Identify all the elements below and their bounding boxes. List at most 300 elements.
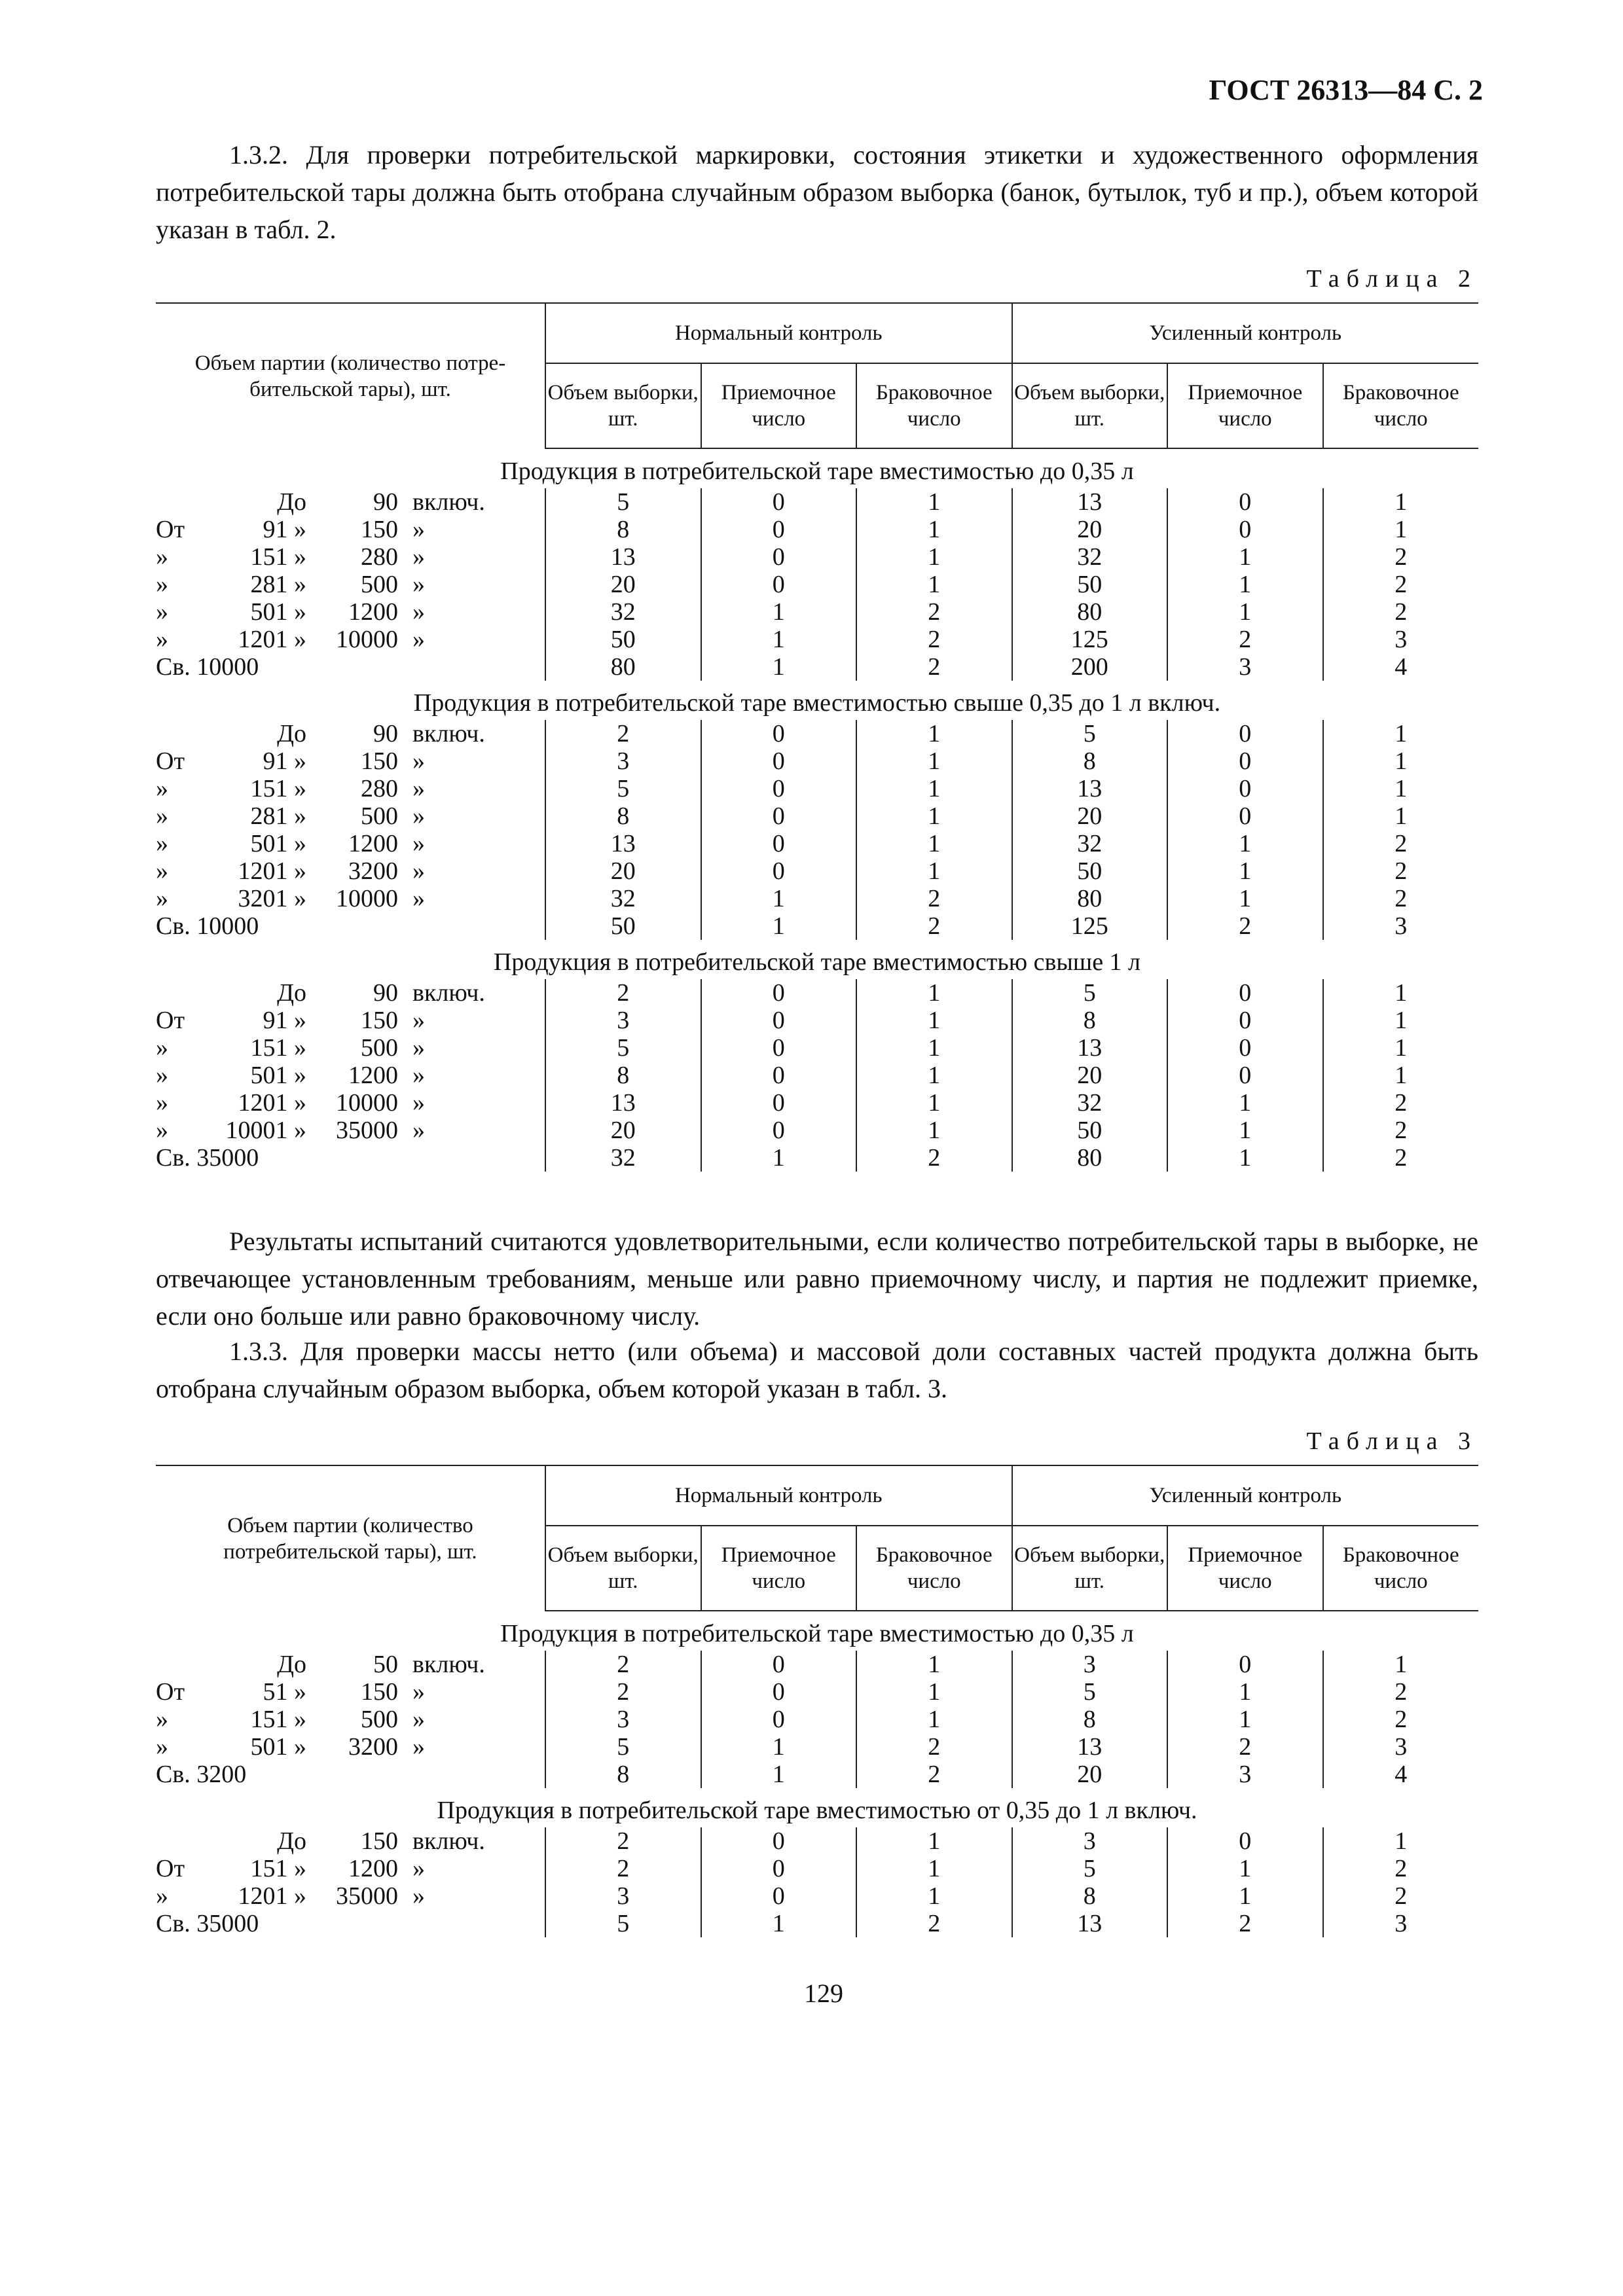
table-row [156, 653, 1478, 681]
party-range-cell [156, 543, 545, 571]
strict-accept-cell: 1 [1167, 1706, 1323, 1733]
normal-accept-cell: 0 [701, 857, 857, 885]
section-title-row [156, 448, 1478, 488]
range-to: 50 [373, 1651, 398, 1678]
range-prefix: От [156, 1678, 185, 1706]
range-from: До [277, 1651, 306, 1678]
header-sample-size: Объем выборки, шт. [1012, 1526, 1168, 1611]
normal-accept-cell: 1 [701, 1761, 857, 1788]
range-prefix: » [156, 1117, 168, 1144]
range-from: 151 » [250, 543, 306, 571]
strict-accept-cell: 2 [1167, 1910, 1323, 1937]
strict-sample-cell: 80 [1012, 598, 1168, 626]
range-to: 1200 [348, 1062, 398, 1089]
strict-sample-cell: 125 [1012, 912, 1168, 940]
strict-reject-cell: 1 [1323, 802, 1479, 830]
header-sample-size: Объем выборки, шт. [545, 1526, 701, 1611]
normal-sample-cell: 5 [545, 1733, 701, 1761]
normal-sample-cell: 2 [545, 1855, 701, 1882]
range-from: 10001 » [225, 1117, 306, 1144]
normal-sample-cell: 20 [545, 571, 701, 598]
strict-sample-cell: 3 [1012, 1651, 1168, 1678]
party-range-cell [156, 1761, 545, 1788]
strict-accept-cell: 1 [1167, 1855, 1323, 1882]
range-from: 1201 » [238, 626, 306, 653]
range-from: 501 » [250, 1062, 306, 1089]
header-party-volume: Объем партии (количество потре-бительской тары), шт. [156, 303, 545, 448]
party-range-cell [156, 1678, 545, 1706]
party-range-cell [156, 802, 545, 830]
header-accept-number: Приемочное число [1167, 363, 1323, 448]
table-row [156, 1706, 1478, 1733]
table-row [156, 1034, 1478, 1062]
strict-sample-cell: 13 [1012, 1733, 1168, 1761]
normal-sample-cell: 5 [545, 1910, 701, 1937]
range-to: 1200 [348, 598, 398, 626]
strict-sample-cell: 32 [1012, 543, 1168, 571]
normal-reject-cell: 2 [856, 1910, 1012, 1937]
range-to: 10000 [336, 885, 398, 912]
strict-accept-cell: 3 [1167, 653, 1323, 681]
normal-sample-cell: 2 [545, 1678, 701, 1706]
strict-sample-cell: 13 [1012, 775, 1168, 802]
range-prefix: » [156, 1733, 168, 1761]
strict-accept-cell: 0 [1167, 720, 1323, 747]
header-sample-size: Объем выборки, шт. [1012, 363, 1168, 448]
normal-reject-cell: 1 [856, 775, 1012, 802]
range-to: 500 [361, 1706, 398, 1733]
normal-reject-cell: 1 [856, 802, 1012, 830]
strict-accept-cell: 1 [1167, 1089, 1323, 1117]
range-suffix: » [412, 775, 425, 802]
strict-sample-cell: 13 [1012, 488, 1168, 516]
strict-sample-cell: 13 [1012, 1034, 1168, 1062]
range-to: 1200 [348, 830, 398, 857]
normal-accept-cell: 0 [701, 1007, 857, 1034]
normal-sample-cell: 32 [545, 1144, 701, 1172]
normal-accept-cell: 1 [701, 912, 857, 940]
range-from: 51 » [263, 1678, 306, 1706]
range-prefix: » [156, 1089, 168, 1117]
range-from: 151 » [250, 775, 306, 802]
range-from: 151 » [250, 1855, 306, 1882]
normal-reject-cell: 1 [856, 1034, 1012, 1062]
party-range-cell [156, 979, 545, 1007]
party-range-cell [156, 1651, 545, 1678]
range-prefix [156, 720, 202, 747]
range-to: 3200 [348, 857, 398, 885]
section-title: Продукция в потребительской таре вместимостью до 0,35 л [500, 1620, 1134, 1647]
strict-accept-cell: 1 [1167, 1882, 1323, 1910]
table-row [156, 1062, 1478, 1089]
normal-sample-cell: 2 [545, 1827, 701, 1855]
party-range-cell [156, 775, 545, 802]
strict-reject-cell: 3 [1323, 1910, 1479, 1937]
range-prefix [156, 1827, 202, 1855]
normal-reject-cell: 1 [856, 571, 1012, 598]
range-to: 150 [361, 1678, 398, 1706]
party-range-cell [156, 1706, 545, 1733]
strict-sample-cell: 32 [1012, 830, 1168, 857]
table-row [156, 912, 1478, 940]
range-suffix: включ. [412, 1651, 485, 1678]
header-sample-size: Объем выборки, шт. [545, 363, 701, 448]
strict-sample-cell: 20 [1012, 1761, 1168, 1788]
header-reject-number: Браковочное число [856, 1526, 1012, 1611]
strict-reject-cell: 2 [1323, 571, 1479, 598]
strict-accept-cell: 0 [1167, 775, 1323, 802]
header-accept-number: Приемочное число [701, 1526, 857, 1611]
strict-reject-cell: 1 [1323, 1827, 1479, 1855]
range-prefix: » [156, 598, 168, 626]
range-suffix: » [412, 1733, 425, 1761]
strict-sample-cell: 5 [1012, 1678, 1168, 1706]
table-row [156, 857, 1478, 885]
range-prefix [156, 979, 202, 1007]
strict-reject-cell: 2 [1323, 1089, 1479, 1117]
header-accept-number: Приемочное число [1167, 1526, 1323, 1611]
section-title: Продукция в потребительской таре вместимостью свыше 0,35 до 1 л включ. [413, 689, 1221, 717]
strict-reject-cell: 2 [1323, 1144, 1479, 1172]
normal-accept-cell: 1 [701, 653, 857, 681]
range-suffix: » [412, 1117, 425, 1144]
range-from: 91 » [263, 516, 306, 543]
table-row [156, 1855, 1478, 1882]
normal-reject-cell: 2 [856, 912, 1012, 940]
normal-reject-cell: 1 [856, 979, 1012, 1007]
strict-sample-cell: 20 [1012, 1062, 1168, 1089]
table-2-caption: Таблица 2 [1306, 265, 1478, 293]
normal-accept-cell: 0 [701, 720, 857, 747]
strict-sample-cell: 5 [1012, 720, 1168, 747]
strict-accept-cell: 1 [1167, 1117, 1323, 1144]
strict-sample-cell: 50 [1012, 571, 1168, 598]
range-prefix: » [156, 857, 168, 885]
party-range-cell [156, 1007, 545, 1034]
table-row [156, 1678, 1478, 1706]
range-to: 90 [373, 979, 398, 1007]
table-row [156, 1651, 1478, 1678]
table-row [156, 1007, 1478, 1034]
normal-accept-cell: 0 [701, 1117, 857, 1144]
range-prefix: Св. 10000 [156, 653, 259, 681]
paragraph-1-3-3: 1.3.3. Для проверки массы нетто (или объема) и массовой доли составных частей продукта должна быть отобрана случайным образом выборка, объем которой указан в табл. 3. [156, 1336, 1478, 1403]
range-from: До [277, 720, 306, 747]
normal-reject-cell: 1 [856, 488, 1012, 516]
range-prefix [156, 1651, 202, 1678]
range-from: 501 » [250, 1733, 306, 1761]
range-from: 501 » [250, 598, 306, 626]
range-prefix: От [156, 516, 185, 543]
table-row [156, 747, 1478, 775]
range-suffix: » [412, 885, 425, 912]
range-from: До [277, 488, 306, 516]
range-to: 35000 [336, 1117, 398, 1144]
section-title-row [156, 1788, 1478, 1827]
normal-reject-cell: 1 [856, 1882, 1012, 1910]
range-suffix: включ. [412, 1827, 485, 1855]
normal-reject-cell: 1 [856, 1855, 1012, 1882]
party-range-cell [156, 1733, 545, 1761]
table-3 [156, 1465, 1478, 1937]
range-prefix: » [156, 571, 168, 598]
strict-accept-cell: 1 [1167, 857, 1323, 885]
normal-reject-cell: 2 [856, 598, 1012, 626]
normal-sample-cell: 13 [545, 543, 701, 571]
strict-accept-cell: 2 [1167, 1733, 1323, 1761]
range-from: 91 » [263, 1007, 306, 1034]
strict-accept-cell: 1 [1167, 598, 1323, 626]
range-prefix: » [156, 1882, 168, 1910]
strict-sample-cell: 20 [1012, 802, 1168, 830]
normal-accept-cell: 1 [701, 1733, 857, 1761]
range-prefix [156, 488, 202, 516]
normal-accept-cell: 1 [701, 885, 857, 912]
strict-accept-cell: 0 [1167, 802, 1323, 830]
strict-sample-cell: 8 [1012, 1706, 1168, 1733]
range-suffix: » [412, 747, 425, 775]
strict-reject-cell: 2 [1323, 1117, 1479, 1144]
range-to: 90 [373, 488, 398, 516]
strict-sample-cell: 3 [1012, 1827, 1168, 1855]
normal-sample-cell: 13 [545, 1089, 701, 1117]
range-suffix: » [412, 1855, 425, 1882]
normal-accept-cell: 0 [701, 802, 857, 830]
normal-reject-cell: 2 [856, 653, 1012, 681]
party-range-cell [156, 1910, 545, 1937]
strict-sample-cell: 8 [1012, 1882, 1168, 1910]
normal-reject-cell: 2 [856, 1733, 1012, 1761]
normal-sample-cell: 3 [545, 1882, 701, 1910]
table-row [156, 1733, 1478, 1761]
normal-sample-cell: 80 [545, 653, 701, 681]
normal-reject-cell: 1 [856, 1827, 1012, 1855]
range-prefix: » [156, 1706, 168, 1733]
table-row [156, 885, 1478, 912]
header-party-volume: Объем партии (количество потребительской тары), шт. [156, 1465, 545, 1611]
strict-sample-cell: 80 [1012, 885, 1168, 912]
normal-sample-cell: 20 [545, 857, 701, 885]
party-range-cell [156, 1144, 545, 1172]
normal-sample-cell: 2 [545, 1651, 701, 1678]
range-to: 150 [361, 516, 398, 543]
section-title: Продукция в потребительской таре вместимостью от 0,35 до 1 л включ. [437, 1797, 1197, 1824]
normal-reject-cell: 1 [856, 1706, 1012, 1733]
table-row [156, 626, 1478, 653]
normal-accept-cell: 0 [701, 516, 857, 543]
range-prefix: От [156, 747, 185, 775]
range-from: До [277, 1827, 306, 1855]
range-from: 1201 » [238, 1882, 306, 1910]
range-suffix: включ. [412, 979, 485, 1007]
normal-reject-cell: 1 [856, 1089, 1012, 1117]
normal-sample-cell: 50 [545, 626, 701, 653]
paragraph-results: Результаты испытаний считаются удовлетворительными, если количество потребительской тары в выборке, не отвечающее установленным требованиям, меньше или равно приемочному числу, и партия не подлежит приемке, если оно больше или равно браковочному числу. [156, 1227, 1478, 1331]
strict-reject-cell: 2 [1323, 598, 1479, 626]
normal-accept-cell: 0 [701, 1651, 857, 1678]
strict-reject-cell: 4 [1323, 1761, 1479, 1788]
normal-reject-cell: 1 [856, 1062, 1012, 1089]
party-range-cell [156, 857, 545, 885]
table-row [156, 488, 1478, 516]
party-range-cell [156, 720, 545, 747]
range-prefix: От [156, 1855, 185, 1882]
strict-sample-cell: 50 [1012, 1117, 1168, 1144]
header-reject-number: Браковочное число [1323, 363, 1479, 448]
table-row [156, 1882, 1478, 1910]
strict-sample-cell: 13 [1012, 1910, 1168, 1937]
normal-sample-cell: 8 [545, 1062, 701, 1089]
party-range-cell [156, 1827, 545, 1855]
header-accept-number: Приемочное число [701, 363, 857, 448]
normal-accept-cell: 0 [701, 1034, 857, 1062]
range-prefix: » [156, 626, 168, 653]
normal-sample-cell: 5 [545, 488, 701, 516]
party-range-cell [156, 488, 545, 516]
range-from: 1201 » [238, 1089, 306, 1117]
range-to: 150 [361, 1007, 398, 1034]
party-range-cell [156, 626, 545, 653]
range-to: 500 [361, 802, 398, 830]
normal-sample-cell: 3 [545, 1007, 701, 1034]
range-to: 1200 [348, 1855, 398, 1882]
party-range-cell [156, 1062, 545, 1089]
range-suffix: » [412, 571, 425, 598]
normal-accept-cell: 0 [701, 1089, 857, 1117]
range-suffix: » [412, 830, 425, 857]
range-from: 91 » [263, 747, 306, 775]
table-row [156, 775, 1478, 802]
party-range-cell [156, 1855, 545, 1882]
range-to: 150 [361, 1827, 398, 1855]
normal-sample-cell: 13 [545, 830, 701, 857]
table-row [156, 1827, 1478, 1855]
strict-reject-cell: 1 [1323, 516, 1479, 543]
normal-reject-cell: 1 [856, 543, 1012, 571]
normal-sample-cell: 50 [545, 912, 701, 940]
strict-sample-cell: 5 [1012, 979, 1168, 1007]
strict-reject-cell: 2 [1323, 1882, 1479, 1910]
range-prefix: От [156, 1007, 185, 1034]
table-row [156, 720, 1478, 747]
strict-sample-cell: 200 [1012, 653, 1168, 681]
strict-reject-cell: 1 [1323, 979, 1479, 1007]
party-range-cell [156, 571, 545, 598]
normal-reject-cell: 2 [856, 626, 1012, 653]
range-suffix: » [412, 1007, 425, 1034]
strict-reject-cell: 3 [1323, 912, 1479, 940]
header-strict-control: Усиленный контроль [1012, 303, 1479, 363]
strict-accept-cell: 0 [1167, 1827, 1323, 1855]
range-to: 280 [361, 775, 398, 802]
section-title-row [156, 681, 1478, 720]
party-range-cell [156, 830, 545, 857]
strict-accept-cell: 1 [1167, 885, 1323, 912]
normal-reject-cell: 1 [856, 720, 1012, 747]
range-prefix: » [156, 830, 168, 857]
strict-reject-cell: 2 [1323, 857, 1479, 885]
header-reject-number: Браковочное число [856, 363, 1012, 448]
strict-reject-cell: 4 [1323, 653, 1479, 681]
normal-sample-cell: 8 [545, 802, 701, 830]
table-row [156, 1144, 1478, 1172]
strict-accept-cell: 0 [1167, 1034, 1323, 1062]
range-prefix: Св. 35000 [156, 1144, 259, 1172]
table-row [156, 1761, 1478, 1788]
header-reject-number: Браковочное число [1323, 1526, 1479, 1611]
strict-accept-cell: 0 [1167, 488, 1323, 516]
table-3-caption: Таблица 3 [1306, 1427, 1478, 1455]
header-strict-control: Усиленный контроль [1012, 1465, 1479, 1526]
range-suffix: » [412, 857, 425, 885]
normal-accept-cell: 0 [701, 571, 857, 598]
strict-reject-cell: 2 [1323, 830, 1479, 857]
range-prefix: » [156, 543, 168, 571]
party-range-cell [156, 516, 545, 543]
strict-accept-cell: 1 [1167, 830, 1323, 857]
normal-reject-cell: 1 [856, 1651, 1012, 1678]
range-from: 151 » [250, 1706, 306, 1733]
normal-reject-cell: 2 [856, 1761, 1012, 1788]
table-row [156, 802, 1478, 830]
strict-accept-cell: 0 [1167, 747, 1323, 775]
section-title-row [156, 1611, 1478, 1651]
strict-sample-cell: 32 [1012, 1089, 1168, 1117]
range-suffix: » [412, 1882, 425, 1910]
normal-accept-cell: 0 [701, 488, 857, 516]
range-suffix: » [412, 1034, 425, 1062]
strict-reject-cell: 2 [1323, 1855, 1479, 1882]
table-row [156, 830, 1478, 857]
party-range-cell [156, 653, 545, 681]
normal-reject-cell: 1 [856, 1007, 1012, 1034]
normal-accept-cell: 0 [701, 1882, 857, 1910]
header-normal-control: Нормальный контроль [545, 303, 1012, 363]
strict-accept-cell: 2 [1167, 912, 1323, 940]
table-2 [156, 302, 1478, 1172]
table-row [156, 516, 1478, 543]
range-prefix: » [156, 1034, 168, 1062]
party-range-cell [156, 1089, 545, 1117]
range-prefix: Св. 35000 [156, 1910, 259, 1937]
normal-sample-cell: 5 [545, 1034, 701, 1062]
range-suffix: » [412, 1678, 425, 1706]
range-from: 501 » [250, 830, 306, 857]
range-prefix: Св. 10000 [156, 912, 259, 940]
normal-sample-cell: 20 [545, 1117, 701, 1144]
range-suffix: » [412, 1062, 425, 1089]
strict-sample-cell: 80 [1012, 1144, 1168, 1172]
range-to: 90 [373, 720, 398, 747]
page-number: 129 [804, 1979, 843, 2008]
strict-reject-cell: 1 [1323, 1007, 1479, 1034]
range-to: 35000 [336, 1882, 398, 1910]
normal-accept-cell: 1 [701, 626, 857, 653]
party-range-cell [156, 598, 545, 626]
range-to: 150 [361, 747, 398, 775]
strict-sample-cell: 8 [1012, 1007, 1168, 1034]
section-title: Продукция в потребительской таре вместимостью до 0,35 л [500, 457, 1134, 485]
strict-accept-cell: 3 [1167, 1761, 1323, 1788]
strict-reject-cell: 2 [1323, 885, 1479, 912]
strict-sample-cell: 5 [1012, 1855, 1168, 1882]
normal-reject-cell: 1 [856, 1117, 1012, 1144]
range-suffix: » [412, 1089, 425, 1117]
normal-accept-cell: 0 [701, 830, 857, 857]
strict-reject-cell: 2 [1323, 543, 1479, 571]
range-suffix: включ. [412, 488, 485, 516]
header-normal-control: Нормальный контроль [545, 1465, 1012, 1526]
